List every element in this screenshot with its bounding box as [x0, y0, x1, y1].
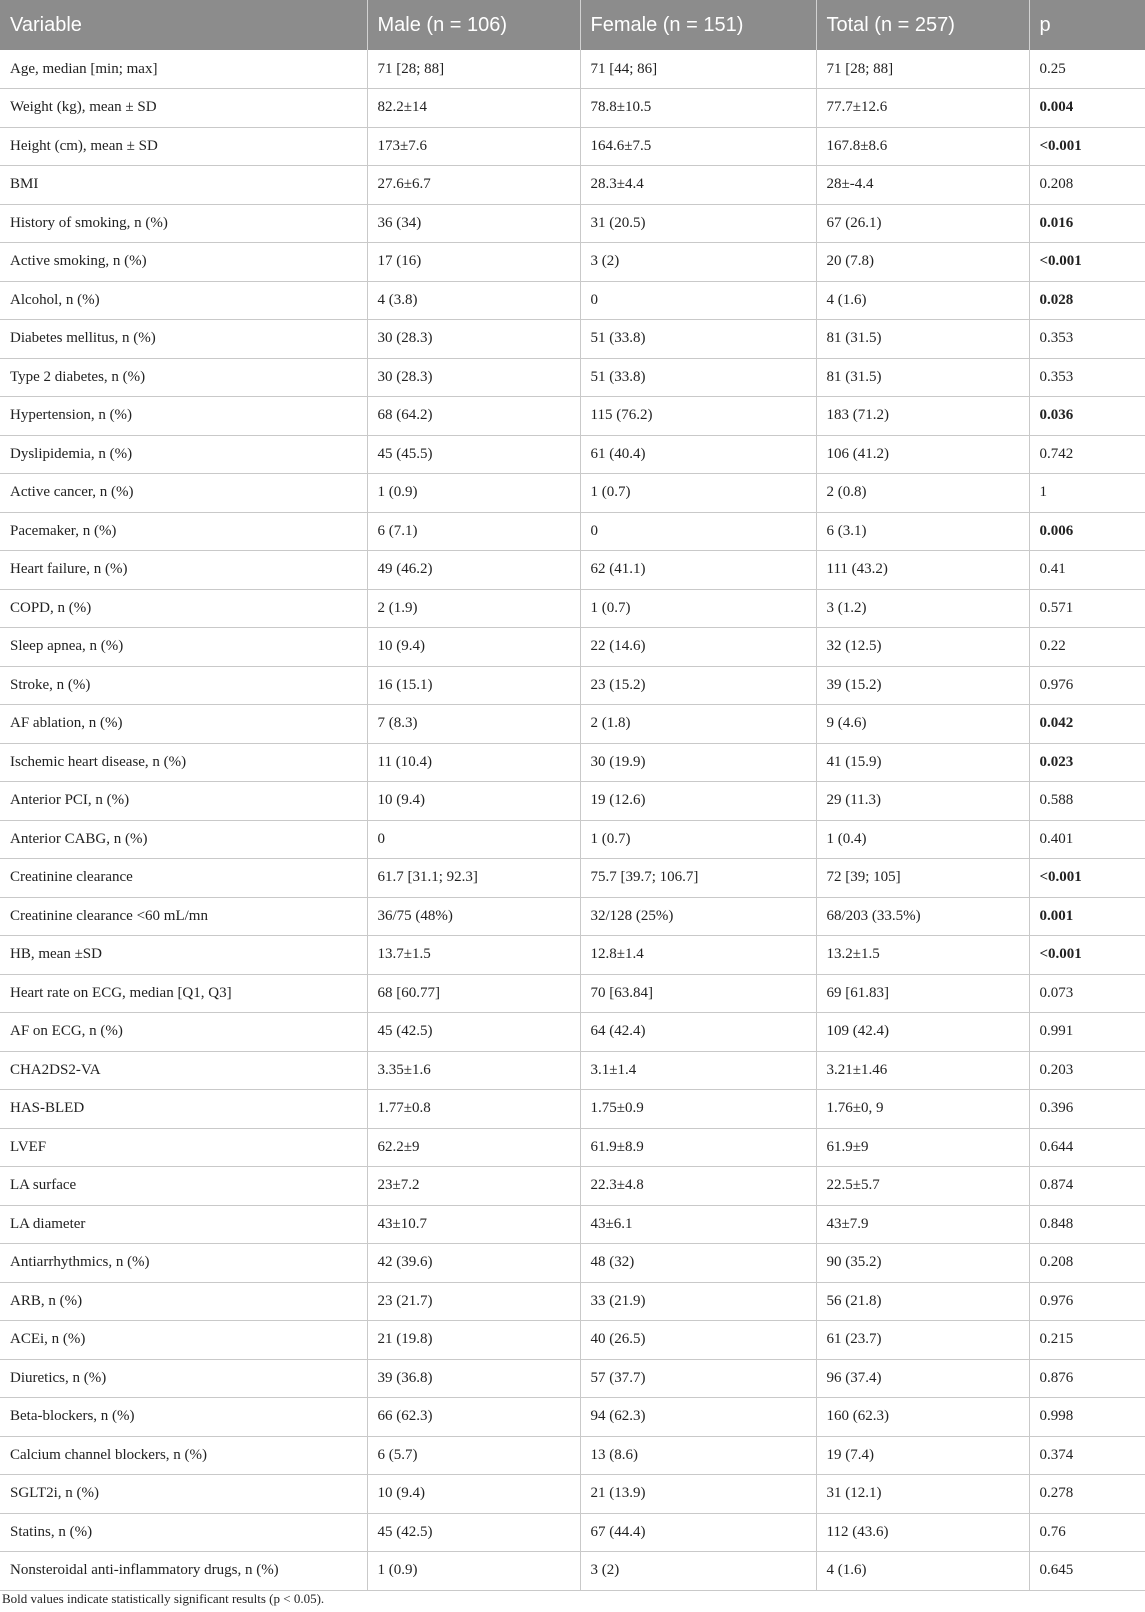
female-cell: 1.75±0.9 [580, 1090, 816, 1129]
total-cell: 90 (35.2) [816, 1244, 1029, 1283]
male-cell: 49 (46.2) [367, 551, 580, 590]
variable-cell: BMI [0, 166, 367, 205]
p-value-cell: 0.742 [1029, 435, 1145, 474]
table-row [0, 666, 1145, 705]
p-value-cell: 0.001 [1029, 897, 1145, 936]
female-cell: 3 (2) [580, 1552, 816, 1591]
male-cell: 23 (21.7) [367, 1282, 580, 1321]
p-value-cell: <0.001 [1029, 127, 1145, 166]
p-value-cell: 0.644 [1029, 1128, 1145, 1167]
male-cell: 11 (10.4) [367, 743, 580, 782]
male-cell: 10 (9.4) [367, 782, 580, 821]
female-cell: 61 (40.4) [580, 435, 816, 474]
total-cell: 111 (43.2) [816, 551, 1029, 590]
p-value-cell: 0.401 [1029, 820, 1145, 859]
p-value-cell: 0.41 [1029, 551, 1145, 590]
total-cell: 29 (11.3) [816, 782, 1029, 821]
total-cell: 56 (21.8) [816, 1282, 1029, 1321]
female-cell: 22 (14.6) [580, 628, 816, 667]
total-cell: 6 (3.1) [816, 512, 1029, 551]
p-value-cell: <0.001 [1029, 243, 1145, 282]
male-cell: 6 (5.7) [367, 1436, 580, 1475]
male-cell: 68 (64.2) [367, 397, 580, 436]
total-cell: 41 (15.9) [816, 743, 1029, 782]
variable-cell: Antiarrhythmics, n (%) [0, 1244, 367, 1283]
female-cell: 51 (33.8) [580, 320, 816, 359]
p-value-cell: <0.001 [1029, 936, 1145, 975]
table-row [0, 1090, 1145, 1129]
variable-cell: Height (cm), mean ± SD [0, 127, 367, 166]
total-cell: 71 [28; 88] [816, 50, 1029, 89]
female-cell: 115 (76.2) [580, 397, 816, 436]
table-row [0, 1475, 1145, 1514]
total-cell: 43±7.9 [816, 1205, 1029, 1244]
male-cell: 7 (8.3) [367, 705, 580, 744]
table-row [0, 1128, 1145, 1167]
p-value-cell: 0.016 [1029, 204, 1145, 243]
male-cell: 21 (19.8) [367, 1321, 580, 1360]
variable-cell: Statins, n (%) [0, 1513, 367, 1552]
variable-cell: Age, median [min; max] [0, 50, 367, 89]
p-value-cell: 0.278 [1029, 1475, 1145, 1514]
p-value-cell: <0.001 [1029, 859, 1145, 898]
p-value-cell: 0.22 [1029, 628, 1145, 667]
variable-cell: LA diameter [0, 1205, 367, 1244]
male-cell: 36/75 (48%) [367, 897, 580, 936]
table-row [0, 512, 1145, 551]
variable-cell: CHA2DS2-VA [0, 1051, 367, 1090]
table-row [0, 859, 1145, 898]
table-row [0, 204, 1145, 243]
header-male: Male (n = 106) [367, 0, 580, 50]
table-footnote: Bold values indicate statistically significant results (p < 0.05). [2, 1591, 325, 1606]
total-cell: 61.9±9 [816, 1128, 1029, 1167]
female-cell: 33 (21.9) [580, 1282, 816, 1321]
total-cell: 4 (1.6) [816, 281, 1029, 320]
male-cell: 10 (9.4) [367, 628, 580, 667]
female-cell: 71 [44; 86] [580, 50, 816, 89]
p-value-cell: 0.028 [1029, 281, 1145, 320]
table-body [0, 50, 1145, 1590]
male-cell: 23±7.2 [367, 1167, 580, 1206]
male-cell: 1.77±0.8 [367, 1090, 580, 1129]
p-value-cell: 0.848 [1029, 1205, 1145, 1244]
male-cell: 61.7 [31.1; 92.3] [367, 859, 580, 898]
female-cell: 67 (44.4) [580, 1513, 816, 1552]
variable-cell: HAS-BLED [0, 1090, 367, 1129]
male-cell: 27.6±6.7 [367, 166, 580, 205]
table-row [0, 89, 1145, 128]
male-cell: 6 (7.1) [367, 512, 580, 551]
variable-cell: Nonsteroidal anti-inflammatory drugs, n (%) [0, 1552, 367, 1591]
p-value-cell: 0.571 [1029, 589, 1145, 628]
p-value-cell: 0.374 [1029, 1436, 1145, 1475]
variable-cell: Hypertension, n (%) [0, 397, 367, 436]
male-cell: 13.7±1.5 [367, 936, 580, 975]
male-cell: 30 (28.3) [367, 320, 580, 359]
female-cell: 164.6±7.5 [580, 127, 816, 166]
total-cell: 96 (37.4) [816, 1359, 1029, 1398]
p-value-cell: 0.208 [1029, 166, 1145, 205]
variable-cell: Pacemaker, n (%) [0, 512, 367, 551]
female-cell: 22.3±4.8 [580, 1167, 816, 1206]
female-cell: 40 (26.5) [580, 1321, 816, 1360]
female-cell: 48 (32) [580, 1244, 816, 1283]
p-value-cell: 0.036 [1029, 397, 1145, 436]
variable-cell: Sleep apnea, n (%) [0, 628, 367, 667]
variable-cell: Creatinine clearance <60 mL/mn [0, 897, 367, 936]
variable-cell: Stroke, n (%) [0, 666, 367, 705]
table-row [0, 782, 1145, 821]
table-row [0, 589, 1145, 628]
p-value-cell: 0.976 [1029, 666, 1145, 705]
female-cell: 64 (42.4) [580, 1013, 816, 1052]
female-cell: 1 (0.7) [580, 589, 816, 628]
table-row [0, 474, 1145, 513]
female-cell: 61.9±8.9 [580, 1128, 816, 1167]
variable-cell: SGLT2i, n (%) [0, 1475, 367, 1514]
table-row [0, 551, 1145, 590]
variable-cell: AF on ECG, n (%) [0, 1013, 367, 1052]
p-value-cell: 0.976 [1029, 1282, 1145, 1321]
female-cell: 62 (41.1) [580, 551, 816, 590]
male-cell: 1 (0.9) [367, 474, 580, 513]
variable-cell: Anterior CABG, n (%) [0, 820, 367, 859]
table-header [0, 0, 1145, 50]
female-cell: 0 [580, 512, 816, 551]
total-cell: 112 (43.6) [816, 1513, 1029, 1552]
variable-cell: HB, mean ±SD [0, 936, 367, 975]
male-cell: 173±7.6 [367, 127, 580, 166]
variable-cell: Active smoking, n (%) [0, 243, 367, 282]
male-cell: 0 [367, 820, 580, 859]
variable-cell: Ischemic heart disease, n (%) [0, 743, 367, 782]
table-row [0, 936, 1145, 975]
female-cell: 57 (37.7) [580, 1359, 816, 1398]
variable-cell: ARB, n (%) [0, 1282, 367, 1321]
male-cell: 3.35±1.6 [367, 1051, 580, 1090]
female-cell: 12.8±1.4 [580, 936, 816, 975]
female-cell: 31 (20.5) [580, 204, 816, 243]
variable-cell: Heart failure, n (%) [0, 551, 367, 590]
male-cell: 45 (42.5) [367, 1013, 580, 1052]
total-cell: 31 (12.1) [816, 1475, 1029, 1514]
table-row [0, 358, 1145, 397]
total-cell: 69 [61.83] [816, 974, 1029, 1013]
table-row [0, 166, 1145, 205]
total-cell: 1.76±0, 9 [816, 1090, 1029, 1129]
female-cell: 32/128 (25%) [580, 897, 816, 936]
male-cell: 17 (16) [367, 243, 580, 282]
table-row [0, 820, 1145, 859]
p-value-cell: 0.396 [1029, 1090, 1145, 1129]
male-cell: 2 (1.9) [367, 589, 580, 628]
p-value-cell: 0.876 [1029, 1359, 1145, 1398]
table-row [0, 243, 1145, 282]
male-cell: 43±10.7 [367, 1205, 580, 1244]
table-row [0, 1359, 1145, 1398]
p-value-cell: 0.353 [1029, 358, 1145, 397]
male-cell: 30 (28.3) [367, 358, 580, 397]
total-cell: 109 (42.4) [816, 1013, 1029, 1052]
table-row [0, 397, 1145, 436]
female-cell: 43±6.1 [580, 1205, 816, 1244]
table-row [0, 1051, 1145, 1090]
p-value-cell: 0.006 [1029, 512, 1145, 551]
table-row [0, 1552, 1145, 1591]
male-cell: 62.2±9 [367, 1128, 580, 1167]
male-cell: 39 (36.8) [367, 1359, 580, 1398]
total-cell: 20 (7.8) [816, 243, 1029, 282]
male-cell: 16 (15.1) [367, 666, 580, 705]
total-cell: 22.5±5.7 [816, 1167, 1029, 1206]
table-row [0, 1244, 1145, 1283]
total-cell: 28±-4.4 [816, 166, 1029, 205]
female-cell: 94 (62.3) [580, 1398, 816, 1437]
variable-cell: Weight (kg), mean ± SD [0, 89, 367, 128]
p-value-cell: 0.645 [1029, 1552, 1145, 1591]
table-row [0, 1282, 1145, 1321]
male-cell: 66 (62.3) [367, 1398, 580, 1437]
variable-cell: LA surface [0, 1167, 367, 1206]
p-value-cell: 0.25 [1029, 50, 1145, 89]
female-cell: 3.1±1.4 [580, 1051, 816, 1090]
variable-cell: LVEF [0, 1128, 367, 1167]
total-cell: 167.8±8.6 [816, 127, 1029, 166]
p-value-cell: 0.588 [1029, 782, 1145, 821]
table-row [0, 1321, 1145, 1360]
total-cell: 61 (23.7) [816, 1321, 1029, 1360]
table-row [0, 897, 1145, 936]
variable-cell: Calcium channel blockers, n (%) [0, 1436, 367, 1475]
total-cell: 81 (31.5) [816, 358, 1029, 397]
total-cell: 3.21±1.46 [816, 1051, 1029, 1090]
header-female: Female (n = 151) [580, 0, 816, 50]
female-cell: 1 (0.7) [580, 474, 816, 513]
p-value-cell: 0.353 [1029, 320, 1145, 359]
total-cell: 13.2±1.5 [816, 936, 1029, 975]
total-cell: 67 (26.1) [816, 204, 1029, 243]
female-cell: 13 (8.6) [580, 1436, 816, 1475]
total-cell: 19 (7.4) [816, 1436, 1029, 1475]
p-value-cell: 0.004 [1029, 89, 1145, 128]
variable-cell: AF ablation, n (%) [0, 705, 367, 744]
p-value-cell: 1 [1029, 474, 1145, 513]
table-row [0, 435, 1145, 474]
total-cell: 39 (15.2) [816, 666, 1029, 705]
total-cell: 72 [39; 105] [816, 859, 1029, 898]
total-cell: 4 (1.6) [816, 1552, 1029, 1591]
variable-cell: ACEi, n (%) [0, 1321, 367, 1360]
total-cell: 183 (71.2) [816, 397, 1029, 436]
variable-cell: Heart rate on ECG, median [Q1, Q3] [0, 974, 367, 1013]
female-cell: 23 (15.2) [580, 666, 816, 705]
table-row [0, 281, 1145, 320]
female-cell: 21 (13.9) [580, 1475, 816, 1514]
header-row [0, 0, 1145, 50]
p-value-cell: 0.203 [1029, 1051, 1145, 1090]
male-cell: 1 (0.9) [367, 1552, 580, 1591]
table-row [0, 1398, 1145, 1437]
female-cell: 2 (1.8) [580, 705, 816, 744]
male-cell: 42 (39.6) [367, 1244, 580, 1283]
variable-cell: Type 2 diabetes, n (%) [0, 358, 367, 397]
variable-cell: History of smoking, n (%) [0, 204, 367, 243]
female-cell: 70 [63.84] [580, 974, 816, 1013]
female-cell: 28.3±4.4 [580, 166, 816, 205]
variable-cell: Creatinine clearance [0, 859, 367, 898]
female-cell: 30 (19.9) [580, 743, 816, 782]
p-value-cell: 0.023 [1029, 743, 1145, 782]
p-value-cell: 0.76 [1029, 1513, 1145, 1552]
male-cell: 10 (9.4) [367, 1475, 580, 1514]
table-row [0, 628, 1145, 667]
total-cell: 3 (1.2) [816, 589, 1029, 628]
variable-cell: Active cancer, n (%) [0, 474, 367, 513]
male-cell: 45 (42.5) [367, 1513, 580, 1552]
header-p: p [1029, 0, 1145, 50]
total-cell: 106 (41.2) [816, 435, 1029, 474]
male-cell: 68 [60.77] [367, 974, 580, 1013]
male-cell: 82.2±14 [367, 89, 580, 128]
table-row [0, 1167, 1145, 1206]
male-cell: 4 (3.8) [367, 281, 580, 320]
total-cell: 160 (62.3) [816, 1398, 1029, 1437]
p-value-cell: 0.073 [1029, 974, 1145, 1013]
total-cell: 32 (12.5) [816, 628, 1029, 667]
header-variable: Variable [0, 0, 367, 50]
total-cell: 9 (4.6) [816, 705, 1029, 744]
table-row [0, 1436, 1145, 1475]
variable-cell: Beta-blockers, n (%) [0, 1398, 367, 1437]
female-cell: 1 (0.7) [580, 820, 816, 859]
table-row [0, 50, 1145, 89]
male-cell: 36 (34) [367, 204, 580, 243]
male-cell: 71 [28; 88] [367, 50, 580, 89]
total-cell: 68/203 (33.5%) [816, 897, 1029, 936]
variable-cell: Diabetes mellitus, n (%) [0, 320, 367, 359]
total-cell: 1 (0.4) [816, 820, 1029, 859]
total-cell: 77.7±12.6 [816, 89, 1029, 128]
table-row [0, 127, 1145, 166]
table-row [0, 320, 1145, 359]
table-row [0, 1513, 1145, 1552]
p-value-cell: 0.998 [1029, 1398, 1145, 1437]
female-cell: 51 (33.8) [580, 358, 816, 397]
table-row [0, 705, 1145, 744]
p-value-cell: 0.215 [1029, 1321, 1145, 1360]
table-row [0, 974, 1145, 1013]
total-cell: 2 (0.8) [816, 474, 1029, 513]
variable-cell: COPD, n (%) [0, 589, 367, 628]
female-cell: 78.8±10.5 [580, 89, 816, 128]
variable-cell: Alcohol, n (%) [0, 281, 367, 320]
female-cell: 0 [580, 281, 816, 320]
male-cell: 45 (45.5) [367, 435, 580, 474]
female-cell: 19 (12.6) [580, 782, 816, 821]
total-cell: 81 (31.5) [816, 320, 1029, 359]
female-cell: 3 (2) [580, 243, 816, 282]
table-row [0, 1013, 1145, 1052]
variable-cell: Anterior PCI, n (%) [0, 782, 367, 821]
header-total: Total (n = 257) [816, 0, 1029, 50]
variable-cell: Diuretics, n (%) [0, 1359, 367, 1398]
female-cell: 75.7 [39.7; 106.7] [580, 859, 816, 898]
variable-cell: Dyslipidemia, n (%) [0, 435, 367, 474]
table-row [0, 743, 1145, 782]
p-value-cell: 0.991 [1029, 1013, 1145, 1052]
table-row [0, 1205, 1145, 1244]
p-value-cell: 0.208 [1029, 1244, 1145, 1283]
p-value-cell: 0.042 [1029, 705, 1145, 744]
p-value-cell: 0.874 [1029, 1167, 1145, 1206]
